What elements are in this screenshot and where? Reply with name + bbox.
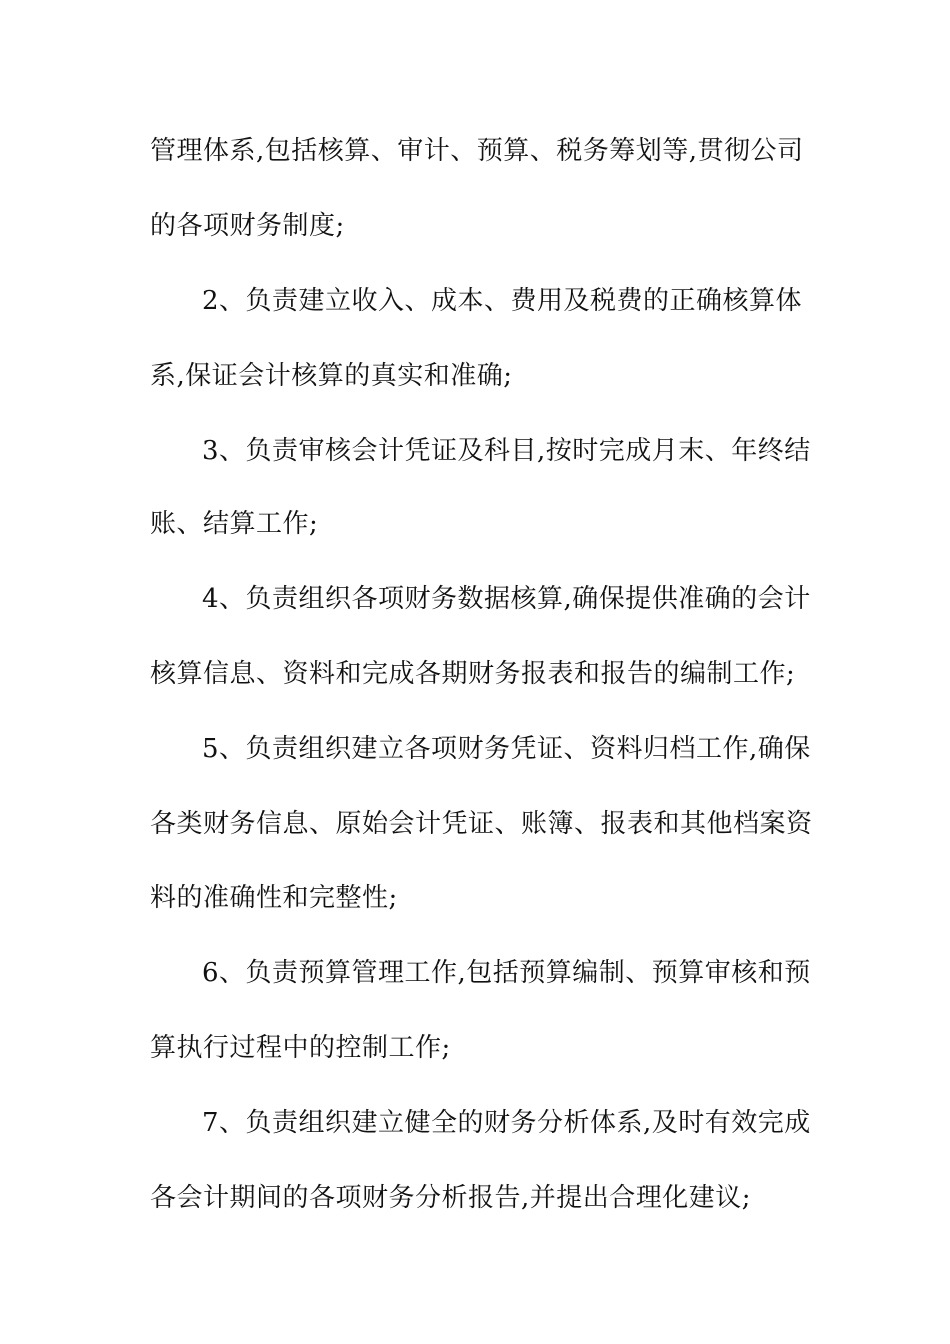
text-line: 料的准确性和完整性;	[150, 883, 398, 913]
list-item-2: 2、负责建立收入、成本、费用及税费的正确核算体	[202, 286, 803, 316]
text-line: 算执行过程中的控制工作;	[150, 1033, 451, 1063]
text-line: 各会计期间的各项财务分析报告,并提出合理化建议;	[150, 1183, 752, 1213]
list-item-4: 4、负责组织各项财务数据核算,确保提供准确的会计	[202, 584, 811, 614]
list-item-6: 6、负责预算管理工作,包括预算编制、预算审核和预	[202, 958, 811, 988]
list-item-3: 3、负责审核会计凭证及科目,按时完成月末、年终结	[202, 436, 811, 466]
text-line: 核算信息、资料和完成各期财务报表和报告的编制工作;	[150, 659, 796, 689]
text-line: 账、结算工作;	[150, 509, 319, 539]
text-line: 各类财务信息、原始会计凭证、账簿、报表和其他档案资	[150, 809, 813, 839]
list-item-7: 7、负责组织建立健全的财务分析体系,及时有效完成	[202, 1108, 811, 1138]
text-line: 的各项财务制度;	[150, 211, 345, 241]
text-line: 管理体系,包括核算、审计、预算、税务筹划等,贯彻公司	[150, 136, 804, 166]
text-line: 系,保证会计核算的真实和准确;	[150, 361, 513, 391]
list-item-5: 5、负责组织建立各项财务凭证、资料归档工作,确保	[202, 734, 811, 764]
